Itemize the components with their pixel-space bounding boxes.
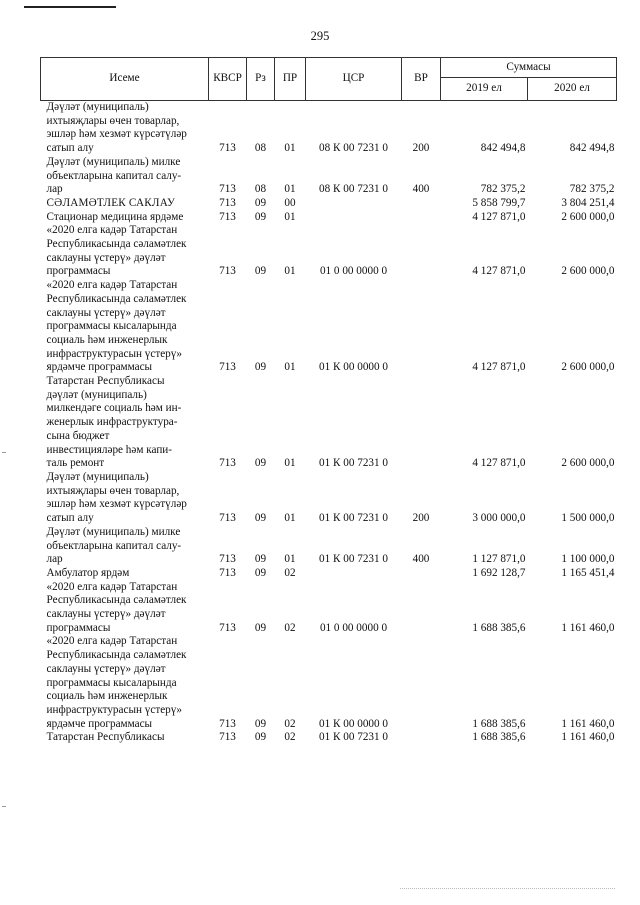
pr-cell: 01 [284, 265, 296, 278]
table-row [41, 197, 617, 211]
sum-2020-cell: 1 165 451,4 [561, 566, 615, 579]
row-name-line: социаль һәм инженерлык [46, 333, 168, 346]
sum-2019-cell: 1 688 385,6 [472, 731, 526, 744]
header-pr: ПР [275, 58, 306, 101]
kvsr-cell: 713 [219, 553, 236, 566]
row-name [41, 526, 209, 567]
row-name-line: объектларына капитал салу- [46, 169, 182, 182]
csr-cell: 08 К 00 7231 0 [319, 142, 388, 155]
pr-cell: 01 [284, 142, 296, 155]
header-rz: Рз [247, 58, 275, 101]
vr-cell: 200 [412, 512, 430, 525]
row-name [41, 156, 209, 197]
sum-2019-cell: 1 688 385,6 [472, 717, 526, 730]
row-name-line: Дәүләт (муниципаль) [46, 101, 149, 113]
row-name-line: лар [46, 553, 63, 566]
row-name-line: объектларына капитал салу- [46, 539, 182, 552]
rz-cell: 09 [254, 265, 267, 278]
row-name-line: «2020 елга кадәр Татарстан [46, 224, 178, 237]
sum-2019-cell: 4 127 871,0 [472, 457, 526, 470]
table-row [41, 526, 617, 567]
vr-cell: 400 [412, 553, 430, 566]
kvsr-cell: 713 [219, 457, 236, 470]
vr-cell [402, 279, 441, 375]
csr-cell: 01 К 00 7231 0 [319, 553, 388, 566]
vr-cell: 400 [412, 183, 430, 196]
row-name-line: саклауны үстерү» дәүләт [46, 662, 166, 675]
vr-cell: 200 [412, 142, 430, 155]
csr-cell: 01 К 00 0000 0 [319, 361, 388, 374]
row-name [41, 375, 209, 471]
row-name-line: «2020 елга кадәр Татарстан [46, 635, 178, 648]
sum-2020-cell: 842 494,8 [569, 142, 615, 155]
table-row [41, 101, 617, 156]
row-name-line: Татарстан Республикасы [46, 375, 165, 388]
row-name-line: Стационар медицина ярдәме [46, 210, 184, 223]
sum-2020-cell: 1 100 000,0 [561, 553, 615, 566]
row-name [41, 731, 209, 745]
rz-cell: 09 [254, 553, 267, 566]
csr-cell [306, 567, 402, 581]
sum-2019-cell: 4 127 871,0 [472, 361, 526, 374]
pr-cell: 00 [284, 196, 296, 209]
csr-cell [306, 197, 402, 211]
row-name-line: программасы кысаларында [46, 676, 177, 689]
vr-cell [402, 211, 441, 225]
sum-2019-cell: 782 375,2 [480, 183, 526, 196]
csr-cell: 01 К 00 7231 0 [319, 457, 388, 470]
csr-cell: 01 0 00 0000 0 [319, 621, 388, 634]
scan-artifact-line [400, 888, 615, 889]
row-name-line: саклауны үстерү» дәүләт [46, 306, 166, 319]
row-name-line: Амбулатор ярдәм [46, 566, 130, 579]
table-row [41, 279, 617, 375]
margin-mark [2, 806, 6, 807]
sum-2019-cell: 3 000 000,0 [472, 512, 526, 525]
table-row [41, 211, 617, 225]
row-name-line: программасы [46, 621, 111, 634]
table-row [41, 375, 617, 471]
table-row [41, 581, 617, 636]
table-row [41, 731, 617, 745]
table-header [41, 58, 617, 101]
row-name-line: милкендәге социаль һәм ин- [46, 402, 182, 415]
row-name-line: сатып алу [46, 142, 94, 155]
row-name-line: Республикасында сәламәтлек [46, 238, 187, 251]
row-name-line: саклауны үстерү» дәүләт [46, 608, 166, 621]
row-name [41, 101, 209, 156]
row-name-line: Дәүләт (муниципаль) [46, 470, 149, 483]
vr-cell [402, 731, 441, 745]
row-name-line: Татарстан Республикасы [46, 731, 165, 744]
sum-2020-cell: 1 500 000,0 [561, 512, 615, 525]
header-vr: ВР [402, 58, 441, 101]
csr-cell: 08 К 00 7231 0 [319, 183, 388, 196]
sum-2019-cell: 4 127 871,0 [472, 265, 526, 278]
sum-2019-cell: 1 127 871,0 [472, 553, 526, 566]
pr-cell: 01 [284, 512, 296, 525]
rz-cell: 09 [254, 717, 267, 730]
kvsr-cell: 713 [219, 717, 236, 730]
row-name [41, 567, 209, 581]
rz-cell: 09 [254, 361, 267, 374]
table-row [41, 156, 617, 197]
pr-cell: 02 [284, 566, 296, 579]
rz-cell: 09 [254, 621, 267, 634]
csr-cell [306, 211, 402, 225]
rz-cell: 09 [254, 566, 267, 579]
row-name-line: Дәүләт (муниципаль) милке [46, 525, 181, 538]
kvsr-cell: 713 [219, 512, 236, 525]
row-name-line: Республикасында сәламәтлек [46, 292, 187, 305]
sum-2020-cell: 3 804 251,4 [561, 196, 615, 209]
sum-2020-cell: 1 161 460,0 [561, 621, 615, 634]
sum-2019-cell: 5 858 799,7 [472, 196, 526, 209]
kvsr-cell: 713 [219, 566, 236, 579]
rz-cell: 09 [254, 210, 267, 223]
row-name-line: «2020 елга кадәр Татарстан [46, 580, 178, 593]
row-name [41, 279, 209, 375]
table-body [41, 101, 617, 746]
row-name-line: «2020 елга кадәр Татарстан [46, 279, 178, 292]
budget-table [40, 57, 617, 745]
sum-2020-cell: 2 600 000,0 [561, 361, 615, 374]
kvsr-cell: 713 [219, 265, 236, 278]
pr-cell: 02 [284, 621, 296, 634]
row-name-line: эшләр һәм хезмәт күрсәтүләр [46, 498, 187, 511]
vr-cell [402, 635, 441, 731]
sum-2020-cell: 1 161 460,0 [561, 731, 615, 744]
row-name-line: программасы кысаларында [46, 320, 177, 333]
rz-cell: 09 [254, 457, 267, 470]
kvsr-cell: 713 [219, 210, 236, 223]
csr-cell: 01 К 00 7231 0 [319, 512, 388, 525]
table-row [41, 567, 617, 581]
rz-cell: 08 [254, 142, 267, 155]
row-name-line: СӘЛАМӘТЛЕК САКЛАУ [46, 196, 176, 209]
row-name-line: ярдәмче программасы [46, 361, 153, 374]
rz-cell: 08 [254, 183, 267, 196]
pr-cell: 01 [284, 361, 296, 374]
row-name-line: инвестицияләре һәм капи- [46, 443, 173, 456]
vr-cell [402, 197, 441, 211]
vr-cell [402, 567, 441, 581]
kvsr-cell: 713 [219, 361, 236, 374]
sum-2019-cell: 1 692 128,7 [472, 566, 526, 579]
rz-cell: 09 [254, 731, 267, 744]
row-name-line: Республикасында сәламәтлек [46, 649, 187, 662]
header-year-2019: 2019 ел [441, 78, 528, 101]
row-name-line: таль ремонт [46, 457, 105, 470]
rz-cell: 09 [254, 512, 267, 525]
row-name-line: эшләр һәм хезмәт күрсәтүләр [46, 128, 187, 141]
pr-cell: 02 [284, 731, 296, 744]
pr-cell: 02 [284, 717, 296, 730]
sum-2020-cell: 2 600 000,0 [561, 265, 615, 278]
kvsr-cell: 713 [219, 183, 236, 196]
kvsr-cell: 713 [219, 731, 236, 744]
kvsr-cell: 713 [219, 142, 236, 155]
vr-cell [402, 375, 441, 471]
sum-2019-cell: 4 127 871,0 [472, 210, 526, 223]
kvsr-cell: 713 [219, 196, 236, 209]
csr-cell: 01 К 00 0000 0 [319, 717, 388, 730]
sum-2020-cell: 1 161 460,0 [561, 717, 615, 730]
row-name-line: лар [46, 183, 63, 196]
row-name-line: программасы [46, 265, 111, 278]
pr-cell: 01 [284, 457, 296, 470]
margin-mark [2, 452, 6, 453]
header-kvsr: КВСР [209, 58, 247, 101]
pr-cell: 01 [284, 210, 296, 223]
header-sums: Суммасы [441, 58, 617, 78]
sum-2019-cell: 842 494,8 [480, 142, 526, 155]
pr-cell: 01 [284, 553, 296, 566]
vr-cell [402, 224, 441, 279]
page-number: 295 [310, 29, 330, 43]
row-name-line: ихтыяҗлары өчен товарлар, [46, 114, 180, 127]
row-name-line: женерлык инфраструктура- [46, 416, 178, 429]
csr-cell: 01 0 00 0000 0 [319, 265, 388, 278]
sum-2020-cell: 2 600 000,0 [561, 457, 615, 470]
row-name [41, 471, 209, 526]
vr-cell [402, 581, 441, 636]
top-rule [24, 6, 116, 8]
row-name-line: социаль һәм инженерлык [46, 690, 168, 703]
sum-2019-cell: 1 688 385,6 [472, 621, 526, 634]
row-name-line: ихтыяҗлары өчен товарлар, [46, 484, 180, 497]
row-name-line: сатып алу [46, 512, 94, 525]
row-name [41, 224, 209, 279]
kvsr-cell: 713 [219, 621, 236, 634]
table-row [41, 471, 617, 526]
sum-2020-cell: 2 600 000,0 [561, 210, 615, 223]
pr-cell: 01 [284, 183, 296, 196]
row-name-line: саклауны үстерү» дәүләт [46, 251, 166, 264]
header-year-2020: 2020 ел [528, 78, 617, 101]
row-name-line: Дәүләт (муниципаль) милке [46, 155, 181, 168]
row-name-line: Республикасында сәламәтлек [46, 594, 187, 607]
row-name-line: сына бюджет [46, 429, 110, 442]
row-name [41, 197, 209, 211]
row-name [41, 635, 209, 731]
row-name-line: ярдәмче программасы [46, 717, 153, 730]
table-row [41, 635, 617, 731]
header-name: Исеме [41, 58, 209, 101]
csr-cell: 01 К 00 7231 0 [319, 731, 388, 744]
row-name-line: дәүләт (муниципаль) [46, 388, 147, 401]
table-row [41, 224, 617, 279]
header-csr: ЦСР [306, 58, 402, 101]
row-name [41, 581, 209, 636]
rz-cell: 09 [254, 196, 267, 209]
row-name [41, 211, 209, 225]
sum-2020-cell: 782 375,2 [569, 183, 615, 196]
row-name-line: инфраструктурасын үстерү» [46, 703, 182, 716]
row-name-line: инфраструктурасын үстерү» [46, 347, 182, 360]
